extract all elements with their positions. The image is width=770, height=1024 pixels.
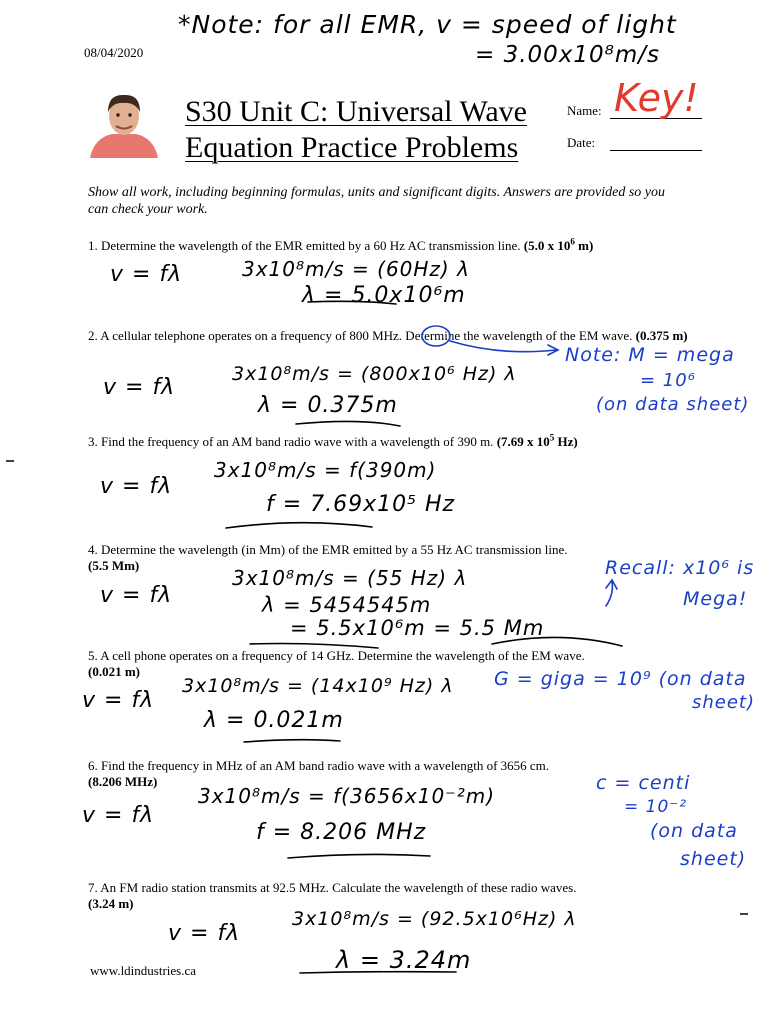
problem-7-result: λ = 3.24m xyxy=(336,946,472,974)
problem-6-note-2: = 10⁻² xyxy=(624,797,688,817)
problem-2-answer: (0.375 m) xyxy=(635,328,688,343)
problem-4-result: = 5.5x10⁶m = 5.5 Mm xyxy=(290,616,545,640)
problem-4-substitution: 3x10⁸m/s = (55 Hz) λ xyxy=(232,566,468,590)
problem-5-text: 5. A cell phone operates on a frequency of 14 GHz. Determine the wavelength of the EM wave. xyxy=(88,648,585,663)
problem-2-substitution: 3x10⁸m/s = (800x10⁶ Hz) λ xyxy=(232,363,517,385)
header-date: 08/04/2020 xyxy=(84,45,144,60)
problem-3-substitution: 3x10⁸m/s = f(390m) xyxy=(214,458,437,482)
arrow-head-p4 xyxy=(606,580,617,589)
problem-1-text: 1. Determine the wavelength of the EMR emitted by a 60 Hz AC transmission line. xyxy=(88,238,521,253)
problem-2-note-1: Note: M = mega xyxy=(565,344,735,366)
name-value: Key! xyxy=(614,76,699,120)
problem-6-note-1: c = centi xyxy=(596,772,691,794)
problem-2-result: λ = 0.375m xyxy=(258,393,398,418)
underline-p7 xyxy=(300,972,456,973)
problem-7-formula: v = fλ xyxy=(168,921,241,946)
underline-p4-1 xyxy=(250,644,378,649)
problem-5-note-2: sheet) xyxy=(692,692,756,713)
problem-6-formula: v = fλ xyxy=(82,803,155,828)
problem-6-substitution: 3x10⁸m/s = f(3656x10⁻²m) xyxy=(198,784,496,808)
problem-3-result: f = 7.69x10⁵ Hz xyxy=(266,492,456,517)
problem-5-formula: v = fλ xyxy=(82,688,155,713)
problem-6-result: f = 8.206 MHz xyxy=(256,820,427,845)
problem-5-substitution: 3x10⁸m/s = (14x10⁹ Hz) λ xyxy=(182,675,454,697)
name-label: Name: xyxy=(567,103,602,118)
underline-p3 xyxy=(226,523,372,528)
instructions: Show all work, including beginning formulas, units and significant digits. Answers are provided so you can check your work. xyxy=(88,185,665,217)
problem-4-formula: v = fλ xyxy=(100,583,173,608)
problem-4-intermediate: λ = 5454545m xyxy=(262,593,432,617)
problem-2-note-2: = 10⁶ xyxy=(640,370,696,391)
problem-4-note-1: Recall: x10⁶ is xyxy=(605,557,755,579)
footer-website: www.ldindustries.ca xyxy=(90,963,197,978)
problem-7-substitution: 3x10⁸m/s = (92.5x10⁶Hz) λ xyxy=(292,908,577,930)
problem-1-result: λ = 5.0x10⁶m xyxy=(302,283,466,308)
problem-1-answer: (5.0 x $10^6$ m) xyxy=(523,236,594,253)
arrow-p2 xyxy=(450,341,556,352)
problem-2-text: 2. A cellular telephone operates on a frequency of 800 MHz. Determine the wavelength of the EM wave. xyxy=(88,328,633,343)
underline-p6 xyxy=(288,854,430,858)
problem-6-note-3: (on data xyxy=(650,820,738,842)
problem-1-formula: v = fλ xyxy=(110,262,183,287)
underline-p5 xyxy=(244,740,340,742)
problem-7-text: 7. An FM radio station transmits at 92.5 MHz. Calculate the wavelength of these radio waves. xyxy=(88,880,577,895)
underline-p2 xyxy=(296,421,400,426)
problem-5-answer: (0.021 m) xyxy=(88,664,140,679)
underline-p4-2 xyxy=(492,637,622,646)
date-label: Date: xyxy=(567,135,596,150)
problem-6-answer: (8.206 MHz) xyxy=(88,774,158,789)
problem-3-text: 3. Find the frequency of an AM band radio wave with a wavelength of 390 m. xyxy=(88,434,494,449)
problem-3-formula: v = fλ xyxy=(100,474,173,499)
problem-5-result: λ = 0.021m xyxy=(204,708,344,733)
header-note-line2: = 3.00x10⁸m/s xyxy=(475,42,661,68)
problem-7-answer: (3.24 m) xyxy=(88,896,134,911)
circle-mhz xyxy=(422,326,450,346)
problem-5-note-1: G = giga = 10⁹ (on data xyxy=(494,668,747,690)
problem-3-answer: (7.69 x $10^5$ Hz) xyxy=(496,432,578,449)
underline-p1 xyxy=(308,301,396,304)
problem-6-text: 6. Find the frequency in MHz of an AM band radio wave with a wavelength of 3656 cm. xyxy=(88,758,550,773)
problem-1-substitution: 3x10⁸m/s = (60Hz) λ xyxy=(242,257,470,281)
problem-6-note-4: sheet) xyxy=(680,848,747,870)
problem-4-note-2: Mega! xyxy=(683,588,748,610)
problem-2-formula: v = fλ xyxy=(103,375,176,400)
header-note-line1: *Note: for all EMR, v = speed of light xyxy=(178,10,677,39)
problem-4-text: 4. Determine the wavelength (in Mm) of the EMR emitted by a 55 Hz AC transmission line. xyxy=(88,542,568,557)
problem-4-answer: (5.5 Mm) xyxy=(88,558,140,573)
problem-2-note-3: (on data sheet) xyxy=(596,394,750,415)
title-line-1: S30 Unit C: Universal Wave xyxy=(185,95,527,128)
title-line-2: Equation Practice Problems xyxy=(185,131,519,164)
